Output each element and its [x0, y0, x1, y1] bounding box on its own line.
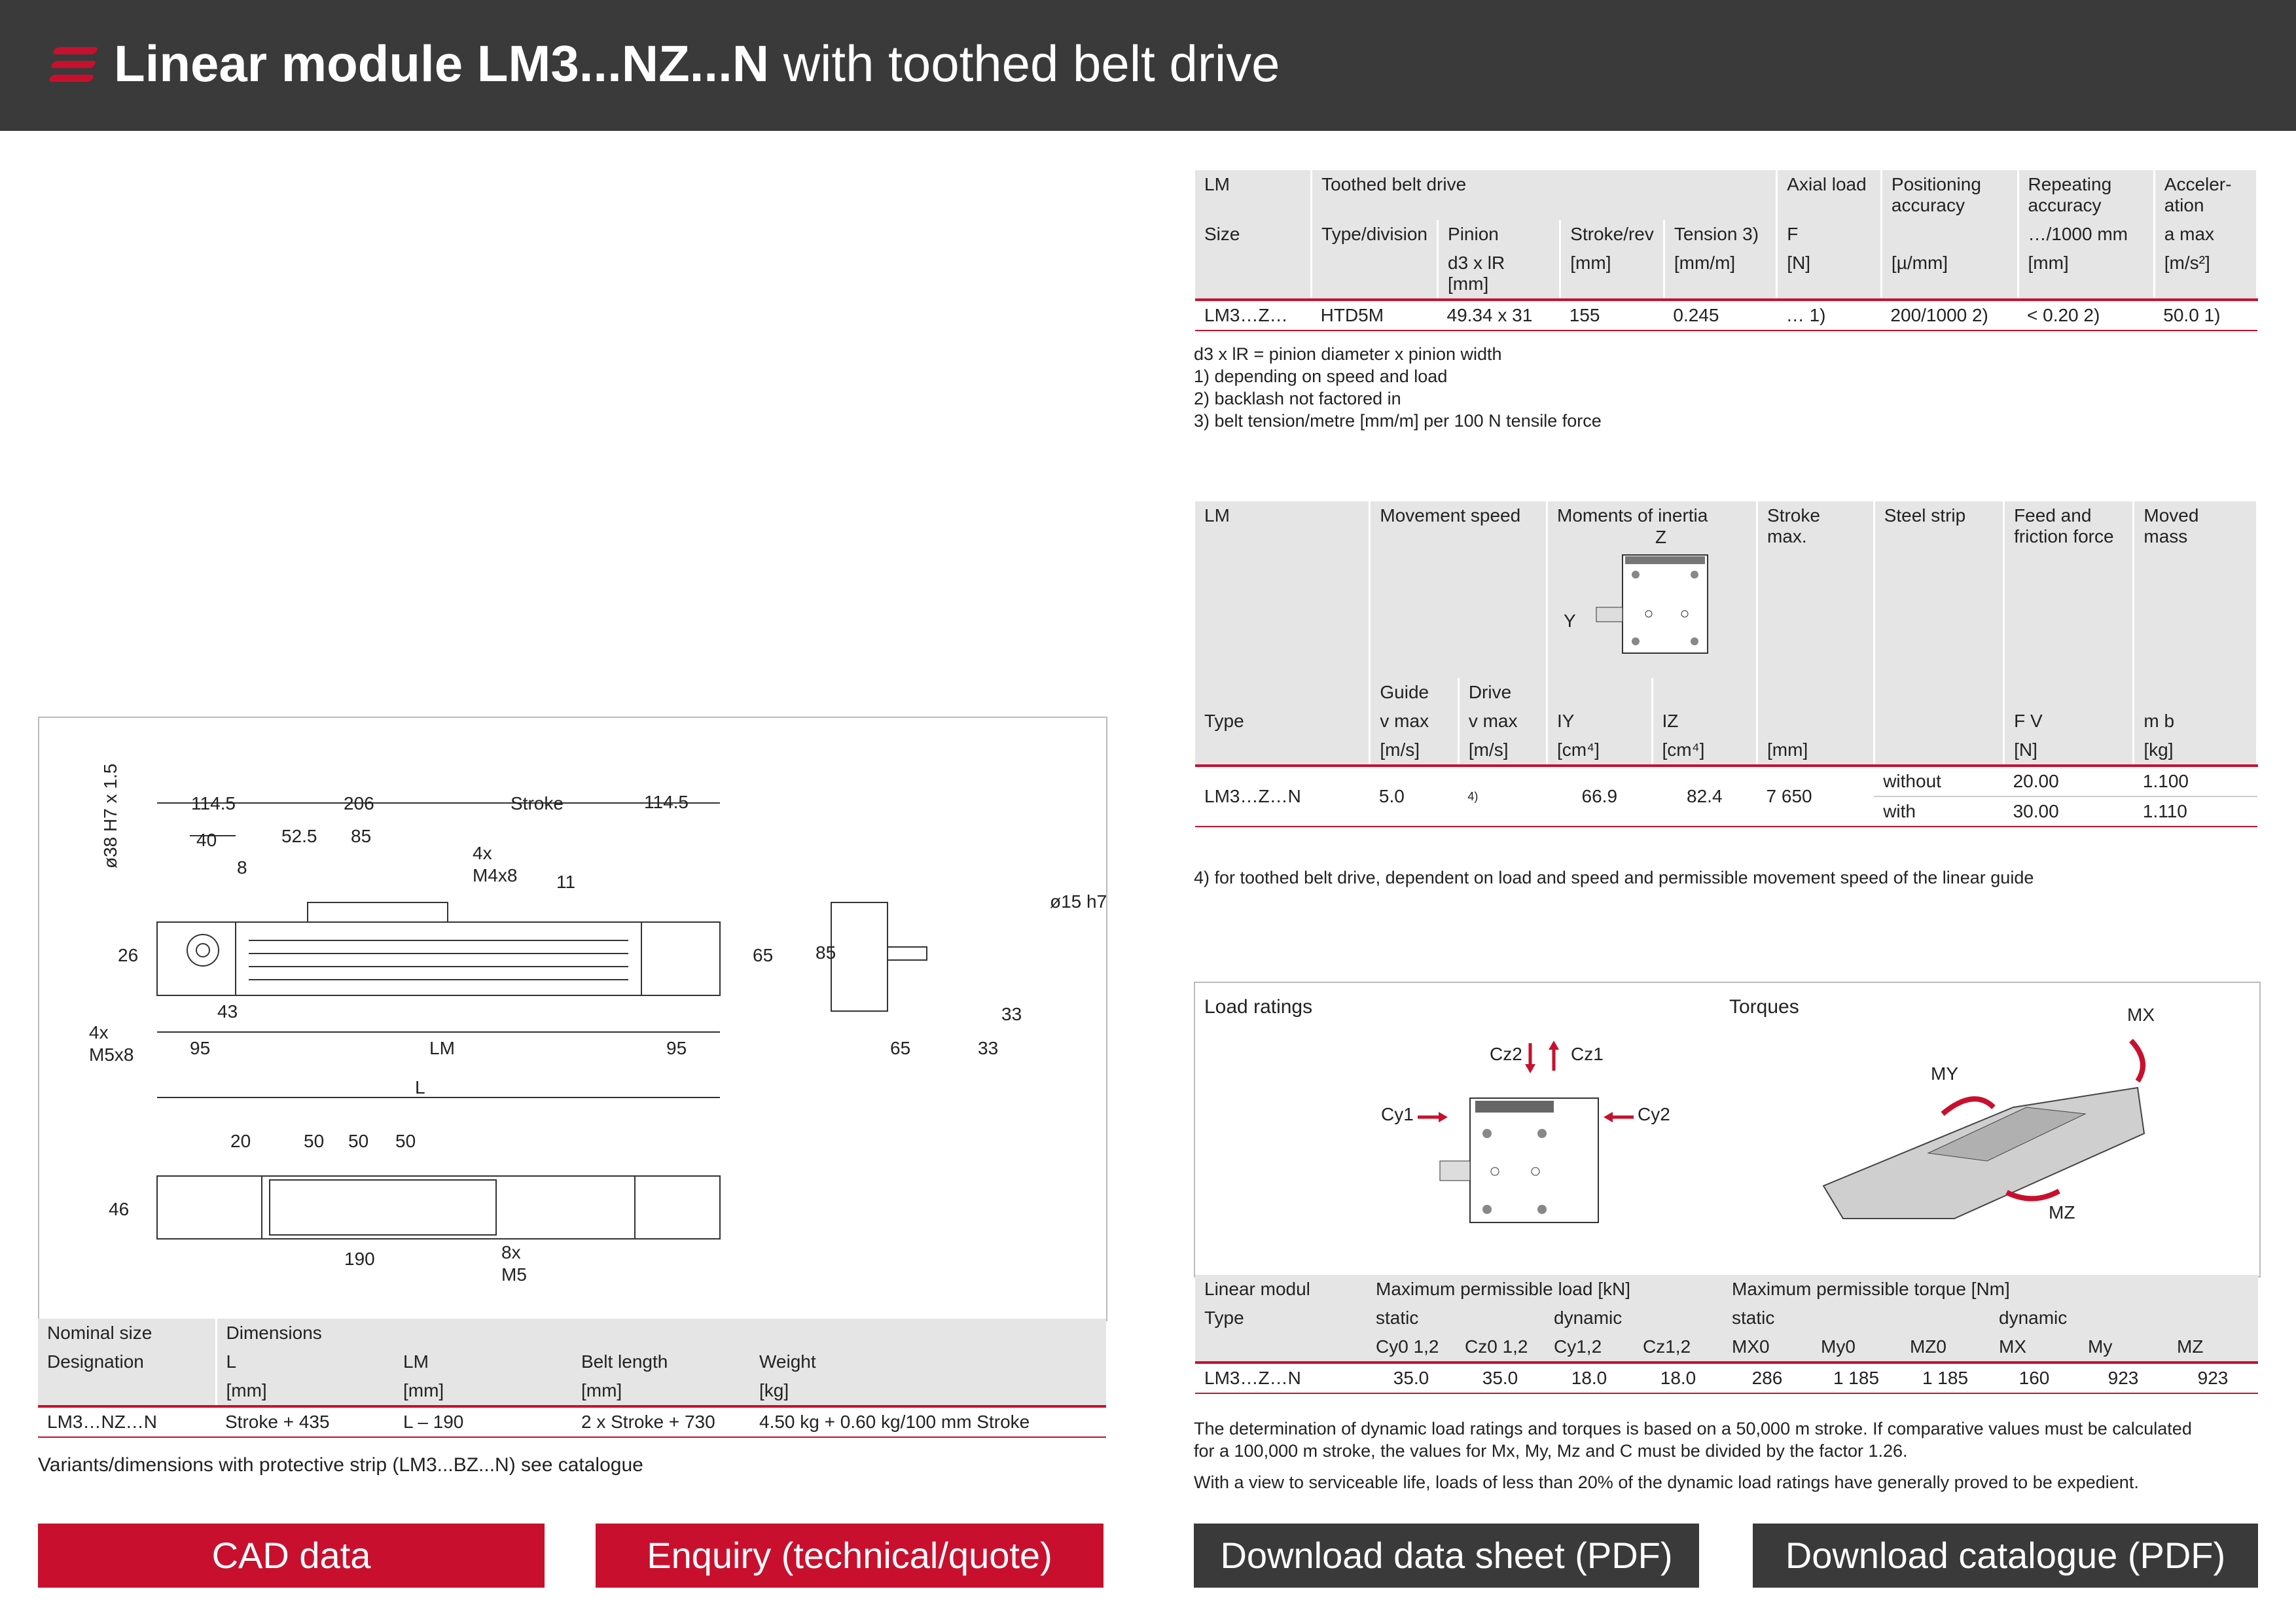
drawing-dimensions [89, 764, 1106, 1285]
page-title: Linear module LM3...NZ...N with toothed belt drive [114, 35, 1280, 92]
load-notes: The determination of dynamic load ratings and torques is based on a 50,000 m stroke. If comparative values must be calculated for a 100,000 m stroke, the values for Mx, My, Mz and C must be divided by the factor 1.26. With a view to serviceable life, loads of less than 20% of the dynamic load ratings have generally proved to be expedient. [1194, 1419, 2192, 1492]
svg-text:20: 20 [230, 1131, 251, 1151]
load-header-row-2: Type static dynamic static dynamic [1195, 1304, 2258, 1332]
table-row: LM3…Z…N 35.0 35.0 18.0 18.0 286 1 185 1 185 160 923 923 [1195, 1363, 2258, 1393]
variants-note: Variants/dimensions with protective strip (LM3...BZ...N) see catalogue [38, 1454, 643, 1476]
belt-header-row-3: d3 x lR [mm] [mm] [mm/m] [N] [µ/mm] [mm] [m/s²] [1195, 249, 2257, 300]
svg-text:52.5: 52.5 [281, 826, 317, 846]
svg-text:Cy2: Cy2 [1638, 1104, 1670, 1124]
load-table [1195, 1275, 2258, 1394]
svg-text:85: 85 [351, 826, 372, 846]
table-row: LM3…NZ…N Stroke + 435 L – 190 2 x Stroke + 730 4.50 kg + 0.60 kg/100 mm Stroke [38, 1406, 1106, 1437]
svg-text:Cz2: Cz2 [1490, 1044, 1522, 1064]
technical-drawing [38, 717, 1107, 1321]
inertia-cell: Moments of inertia Z Y [1547, 501, 1757, 678]
belt-notes: d3 x lR = pinion diameter x pinion width 1) depending on speed and load 2) backlash not factored in 3) belt tension/metre [mm/m] per 100 N tensile force [1194, 344, 1602, 431]
svg-text:ø38 H7 x 1.5: ø38 H7 x 1.5 [100, 763, 120, 868]
svg-text:26: 26 [118, 945, 139, 965]
module-drawing [39, 718, 1106, 1320]
belt-header-row-2: Size Type/division Pinion Stroke/rev Tension 3) F …/1000 mm a max [1195, 220, 2257, 249]
svg-text:95: 95 [666, 1038, 687, 1058]
motion-note: 4) for toothed belt drive, dependent on load and speed and permissible movement speed of the linear guide [1194, 868, 2034, 887]
motion-table [1195, 501, 2258, 827]
svg-text:65: 65 [753, 945, 774, 965]
svg-text:Y: Y [1564, 611, 1576, 631]
svg-text:50: 50 [395, 1131, 416, 1151]
cad-data-button[interactable]: CAD data [38, 1524, 545, 1588]
motion-header-row-2: Guide Drive [1195, 678, 2257, 707]
load-ratings-title: Load ratings [1204, 996, 1313, 1018]
load-header-row-3: Cy0 1,2 Cz0 1,2 Cy1,2 Cz1,2 MX0 My0 MZ0 MX My MZ [1195, 1332, 2258, 1363]
motion-header-row-3: Type v max v max IY IZ F V m b [1195, 707, 2257, 736]
belt-drive-table [1195, 170, 2258, 331]
svg-text:8x: 8x [501, 1242, 521, 1262]
svg-text:ø15 h7: ø15 h7 [1050, 891, 1106, 912]
torques-title: Torques [1729, 996, 1799, 1018]
svg-text:43: 43 [217, 1001, 238, 1022]
cross-section-icon [1557, 529, 1747, 660]
svg-text:Cy1: Cy1 [1381, 1104, 1414, 1124]
svg-text:85: 85 [816, 942, 836, 963]
svg-text:Cz1: Cz1 [1571, 1044, 1604, 1064]
svg-text:206: 206 [344, 793, 374, 813]
load-header-row-1: Linear modul Maximum permissible load [kN] Maximum permissible torque [Nm] [1195, 1275, 2258, 1304]
svg-text:40: 40 [196, 830, 217, 850]
svg-text:M4x8: M4x8 [473, 865, 518, 885]
svg-text:M5x8: M5x8 [89, 1044, 134, 1065]
table-row: LM3…Z…N 5.0 4) 66.9 82.4 7 650 without 20.00 1.100 [1195, 766, 2257, 796]
svg-text:50: 50 [304, 1131, 325, 1151]
svg-text:46: 46 [109, 1199, 130, 1219]
svg-text:MZ: MZ [2049, 1202, 2075, 1222]
svg-text:LM: LM [429, 1038, 455, 1058]
load-diagram [1195, 983, 2255, 1271]
svg-text:50: 50 [348, 1131, 369, 1151]
dimensions-table [38, 1319, 1106, 1438]
svg-text:8: 8 [237, 857, 247, 878]
table-row: LM3…Z… HTD5M 49.34 x 31 155 0.245 … 1) 200/1000 2) < 0.20 2) 50.0 1) [1195, 300, 2257, 330]
svg-text:4x: 4x [473, 843, 492, 863]
svg-text:114.5: 114.5 [191, 793, 236, 813]
svg-text:L: L [415, 1077, 425, 1097]
page-header [0, 0, 2296, 131]
svg-text:190: 190 [344, 1249, 375, 1269]
svg-text:95: 95 [190, 1038, 211, 1058]
download-datasheet-button[interactable]: Download data sheet (PDF) [1194, 1524, 1699, 1588]
download-catalogue-button[interactable]: Download catalogue (PDF) [1753, 1524, 2258, 1588]
brand-logo-icon [50, 47, 97, 82]
dims-header-row-2: Designation L LM Belt length Weight [38, 1347, 1106, 1376]
svg-text:11: 11 [556, 872, 576, 892]
dims-header-row-3: [mm] [mm] [mm] [kg] [38, 1376, 1106, 1406]
svg-text:65: 65 [890, 1038, 911, 1058]
svg-text:33: 33 [1001, 1004, 1022, 1024]
load-ratings-panel [1194, 982, 2261, 1277]
svg-text:33: 33 [978, 1038, 999, 1058]
svg-text:MY: MY [1931, 1063, 1958, 1084]
svg-text:114.5: 114.5 [644, 792, 689, 812]
svg-text:Stroke: Stroke [511, 793, 564, 813]
svg-text:Z: Z [1655, 529, 1667, 547]
motion-header-row-1: LM Movement speed Moments of inertia Z Y Stroke max. Steel strip Feed and friction force Moved mass [1195, 501, 2257, 678]
belt-header-row-1: LM Toothed belt drive Axial load Positioning accuracy Repeating accuracy Acceler-ation [1195, 170, 2257, 220]
enquiry-button[interactable]: Enquiry (technical/quote) [596, 1524, 1103, 1588]
svg-text:M5: M5 [501, 1264, 527, 1285]
svg-text:MX: MX [2127, 1005, 2155, 1025]
motion-header-row-4: [m/s] [m/s] [cm⁴] [cm⁴] [mm] [N] [kg] [1195, 736, 2257, 766]
table-row: with 30.00 1.110 [1195, 796, 2257, 827]
svg-text:4x: 4x [89, 1022, 109, 1043]
dims-header-row-1: Nominal size Dimensions [38, 1319, 1106, 1347]
